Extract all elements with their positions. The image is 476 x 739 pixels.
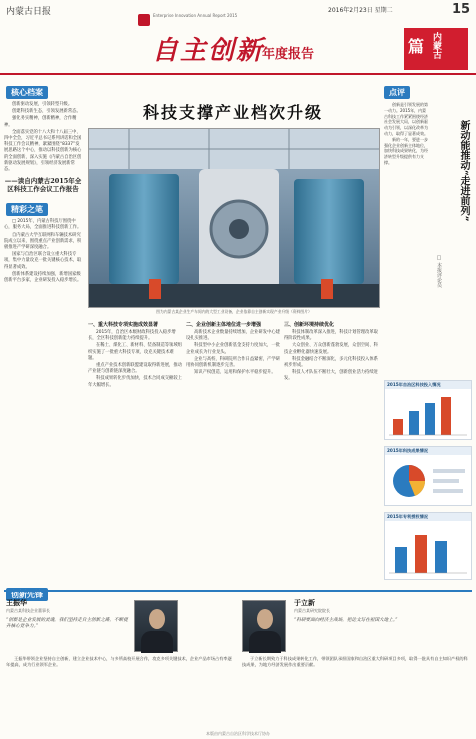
person-2-body: 于立新长期致力于科技成果转化工作，带领团队承担国家和自治区重大科研项目多项，取得一批具有自主知识产权的科技成果，为地方经济发展作出重要贡献。: [242, 656, 468, 667]
person-1-photo: [134, 600, 178, 652]
masthead-rule: [0, 73, 476, 75]
masthead-english: Enterprise Innovation Annual Report 2015: [153, 13, 238, 18]
chart-card-title: 2015年专利授权情况: [385, 513, 471, 521]
column-para: 在稀土、煤化工、新材料、装备制造等领域组织实施了一批重大科技专项，攻克关键技术难题。: [88, 343, 182, 361]
photo-caption: 图为内蒙古某企业生产车间内的大型工业设备，企业依靠自主创新实现产业升级（资料图片）: [156, 309, 312, 314]
section-header-pioneers: 创新先锋: [6, 588, 48, 601]
person-2-name: 于立新: [294, 599, 315, 607]
left-column: [4, 80, 82, 580]
pie-chart-graphic: [385, 455, 471, 505]
chart-card-3: [384, 512, 472, 580]
article-column-2: [186, 318, 280, 580]
masthead: [0, 0, 476, 72]
bar-chart-graphic: [385, 389, 471, 439]
left-bullet: 创新驱动发展，引领转型升级。: [12, 102, 73, 107]
person-1-name: 王振华: [6, 599, 27, 607]
left-bullet: 创建科技新生态，引领发展新常态。: [12, 109, 81, 115]
column-para: 企业与高校、科研院所合作日益紧密，产学研用协同创新机制逐步完善。: [186, 356, 280, 369]
commentary-tag: 点评: [384, 86, 410, 99]
column-subhead: 一、重大科技专项实施成效显著: [88, 322, 159, 328]
person-1-quote: “创新是企业发展的灵魂，我们坚持走自主创新之路，不断提升核心竞争力。”: [6, 618, 128, 630]
column-para: 高新技术企业数量持续增加，企业研发中心建设扎实推进。: [186, 330, 280, 342]
pioneers-section: [4, 590, 472, 730]
column-para: 知识产权创造、运用和保护水平稳步提升。: [194, 370, 276, 376]
person-2-header: [294, 598, 330, 613]
column-para: 科技体制改革深入推进，科技计划管理改革取得阶段性成果。: [284, 330, 378, 342]
bar-chart-graphic: [385, 521, 471, 579]
column-subhead: 三、创新环境持续优化: [284, 322, 335, 328]
page-footer: 本版由内蒙古自治区科学技术厅协办: [206, 731, 270, 736]
column-para: 科技成果转化步伐加快，技术合同成交额较上年大幅增长。: [88, 376, 182, 388]
person-1-role: 内蒙古某科技企业董事长: [6, 608, 50, 613]
column-para: 科技型中小企业创新基金支持力度加大，一批企业成长为行业龙头。: [186, 343, 280, 355]
section-header-core: 核心档案: [6, 86, 48, 99]
column-para: 科技人才队伍不断壮大，创新创业活力持续迸发。: [284, 370, 378, 382]
person-1-body: 王振华带领企业坚持自主创新，建立企业技术中心，与多所高校开展合作，攻克多项关键技术，企业产品市场占有率逐年提高，成为行业领军企业。: [6, 656, 232, 667]
chart-card-title: 2015年自治区科技投入情况: [385, 381, 471, 389]
commentary-text: [384, 102, 430, 272]
left-para: 自内蒙古大学互联网和车辆技术研究院成立以来，围绕重点产业创新需求，积极推进产学研深度融合。: [4, 232, 82, 251]
badge-side: 内蒙古: [431, 32, 441, 59]
column-para: 大众创业、万众创新蓬勃发展，众创空间、科技企业孵化器快速发展。: [284, 343, 378, 355]
article-title: 科技支撑产业档次升级: [142, 103, 323, 122]
person-2-quote: “科研要面向经济主战场，把论文写在祖国大地上。”: [294, 618, 398, 623]
left-para: 创新体系建设持续加强，新增国家级创新平台多家，企业研发投入稳步增长。: [4, 271, 82, 284]
chart-card-2: [384, 446, 472, 506]
masthead-title: 自主创新: [152, 36, 265, 66]
left-bullet: 全面落实党的十八大和十八届三中、四中全会，习近平总书记系列讲话和全国科技工作会议精神，紧紧围绕“8337”发展思路这个中心，推动以科技创新为核心的全面创新，深入实施《内蒙古自治区创新驱动发展规划》，引领经济发展新常态。: [4, 129, 82, 173]
column-para: 2015年，自治区本级财政科技投入稳步增长，全区科技创新能力持续提升。: [88, 330, 176, 342]
commentary-para: 新的一年，要进一步强化企业创新主体地位，加快科技成果转化，为经济转型升级提供有力支撑。: [384, 136, 428, 165]
left-headline: ——读自内蒙古2015年全区科技工作会议工作报告: [4, 177, 82, 194]
left-para: 国家与自治区联合设立重大科技专项，集中力量攻克一批关键核心技术，取得显著成效。: [4, 252, 82, 270]
badge-main: 篇: [408, 37, 425, 56]
person-2-photo: [242, 600, 286, 652]
commentary-title: 新动能推动“走进前列”: [458, 120, 469, 222]
section-header-highlights: 精彩之笔: [6, 203, 48, 216]
article-column-1: [88, 318, 182, 580]
chart-card-title: 2015年科技成果情况: [385, 447, 471, 455]
column-para: 重点产业技术创新联盟建设取得新进展，推动产业链与创新链深度融合。: [88, 363, 182, 375]
commentary-author: □ 本报评论员: [436, 255, 442, 288]
chart-card-1: [384, 380, 472, 440]
person-1-header: [6, 598, 50, 613]
article-column-3: [284, 318, 378, 580]
paper-name: 内蒙古日报: [6, 7, 52, 17]
column-subhead: 二、企业创新主体地位进一步增强: [186, 322, 262, 328]
issue-date: 2016年2月23日 星期二: [328, 7, 393, 14]
left-para: □ 2015年，内蒙古科技厅围绕中心，服务大局，全面推进科技创新工作。: [4, 219, 82, 231]
masthead-subtitle: 年度报告: [262, 47, 315, 62]
commentary-para: 创新是引领发展的第一动力。2015年，内蒙古科技工作紧紧围绕经济社会发展大局，以创新驱动为引领，以深化改革为动力，取得了显著成效。: [384, 102, 428, 136]
section-badge: [404, 28, 468, 70]
right-column: [384, 80, 472, 580]
left-bullet: 强化务实精神，创新精神，合作精神。: [4, 116, 77, 128]
person-2-role: 内蒙古某研究院院长: [294, 608, 330, 613]
column-para: 科技金融结合不断深化，多元化科技投入体系初步形成。: [284, 356, 378, 369]
article-photo: [88, 128, 380, 308]
logo-icon: [138, 14, 150, 26]
factory-photo-illustration: [89, 129, 379, 307]
page-number: 15: [452, 2, 471, 17]
